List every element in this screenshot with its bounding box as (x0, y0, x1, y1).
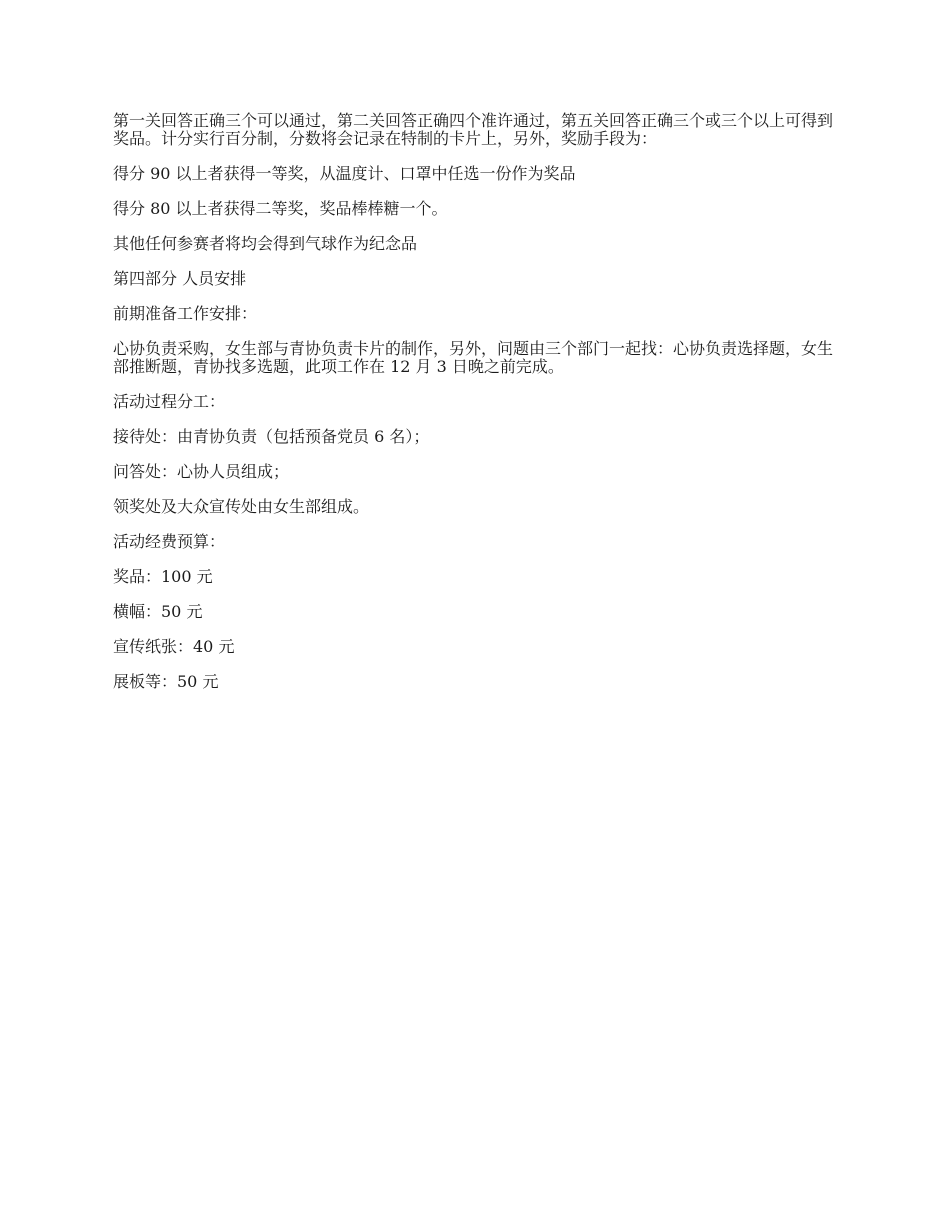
section-heading-staffing: 第四部分 人员安排 (113, 269, 247, 288)
paragraph-prep-heading: 前期准备工作安排： (113, 304, 258, 323)
paragraph-reception: 接待处：由青协负责（包括预备党员 6 名）； (113, 427, 430, 446)
document-page (113, 112, 841, 708)
paragraph-souvenir: 其他任何参赛者将均会得到气球作为纪念品 (113, 234, 418, 253)
paragraph-rules: 第一关回答正确三个可以通过，第二关回答正确四个准许通过，第五关回答正确三个或三个以上可得到奖品。计分实行百分制，分数将会记录在特制的卡片上，另外，奖励手段为： (113, 111, 834, 148)
paragraph-process-heading: 活动过程分工： (113, 392, 226, 411)
budget-item-paper: 宣传纸张：40 元 (113, 637, 235, 656)
budget-item-display-board: 展板等：50 元 (113, 672, 219, 691)
paragraph-first-prize: 得分 90 以上者获得一等奖，从温度计、口罩中任选一份作为奖品 (113, 164, 576, 183)
paragraph-qa: 问答处：心协人员组成； (113, 462, 290, 481)
budget-item-banner: 横幅：50 元 (113, 602, 203, 621)
paragraph-awards-publicity: 领奖处及大众宣传处由女生部组成。 (113, 497, 370, 516)
paragraph-budget-heading: 活动经费预算： (113, 532, 226, 551)
paragraph-second-prize: 得分 80 以上者获得二等奖，奖品棒棒糖一个。 (113, 199, 448, 218)
budget-item-prizes: 奖品：100 元 (113, 567, 213, 586)
paragraph-prep-details: 心协负责采购，女生部与青协负责卡片的制作，另外，问题由三个部门一起找：心协负责选择题，女生部推断题，青协找多选题，此项工作在 12 月 3 日晚之前完成。 (113, 339, 834, 376)
